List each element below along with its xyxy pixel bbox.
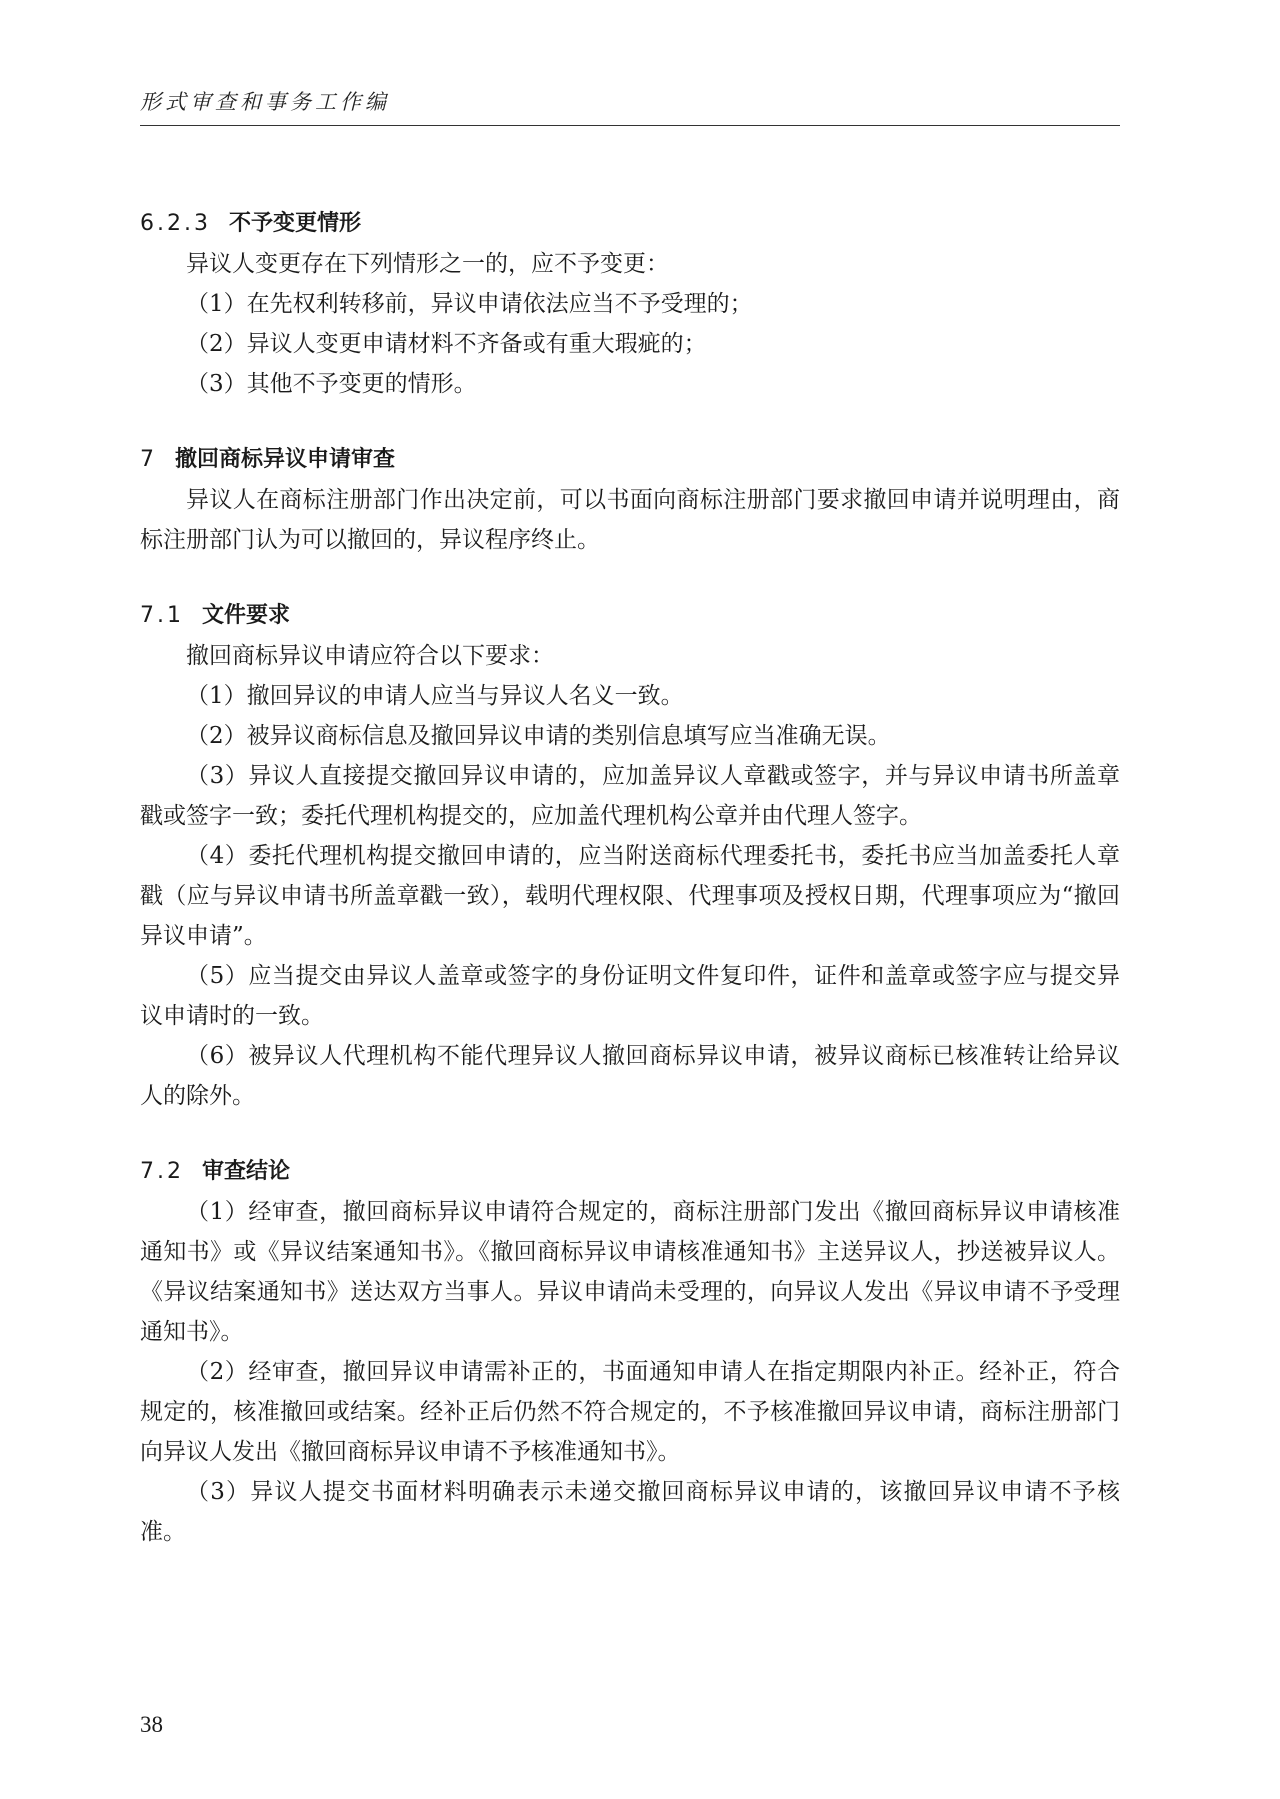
paragraph: 异议人在商标注册部门作出决定前，可以书面向商标注册部门要求撤回申请并说明理由，商标注册部门认为可以撤回的，异议程序终止。 (140, 487, 1120, 553)
section-gap (140, 404, 1120, 440)
paragraph: （1）撤回异议的申请人应当与异议人名义一致。 (186, 683, 684, 709)
running-header: 形式审查和事务工作编 (140, 90, 390, 114)
paragraph: （1）经审查，撤回商标异议申请符合规定的，商标注册部门发出《撤回商标异议申请核准通知书》或《异议结案通知书》。《撤回商标异议申请核准通知书》主送异议人，抄送被异议人。《异议结案通知书》送达双方当事人。异议申请尚未受理的，向异议人发出《异议申请不予受理通知书》。 (140, 1199, 1120, 1345)
section-heading (140, 204, 1120, 244)
paragraph: （6）被异议人代理机构不能代理异议人撤回商标异议申请，被异议商标已核准转让给异议人的除外。 (140, 1043, 1120, 1109)
section-6-2-3 (140, 204, 1120, 404)
section-heading (140, 596, 1120, 636)
header-rule (140, 125, 1120, 126)
section-7-1 (140, 596, 1120, 1116)
paragraph: 撤回商标异议申请应符合以下要求： (186, 643, 554, 669)
paragraph: （3）其他不予变更的情形。 (186, 371, 477, 397)
section-7 (140, 440, 1120, 560)
page-number: 38 (140, 1712, 163, 1737)
section-heading (140, 440, 1120, 480)
section-title: 文件要求 (202, 603, 291, 628)
paragraph: （1）在先权利转移前，异议申请依法应当不予受理的； (186, 291, 753, 317)
page-body (140, 204, 1120, 1552)
section-gap (140, 1116, 1120, 1152)
paragraph: （5）应当提交由异议人盖章或签字的身份证明文件复印件，证件和盖章或签字应与提交异议申请时的一致。 (140, 963, 1120, 1029)
section-7-2 (140, 1152, 1120, 1552)
paragraph: 异议人变更存在下列情形之一的，应不予变更： (186, 251, 669, 277)
section-gap (140, 560, 1120, 596)
section-title: 不予变更情形 (228, 211, 361, 236)
paragraph: （2）经审查，撤回异议申请需补正的，书面通知申请人在指定期限内补正。经补正，符合规定的，核准撤回或结案。经补正后仍然不符合规定的，不予核准撤回异议申请，商标注册部门向异议人发出《撤回商标异议申请不予核准通知书》。 (140, 1359, 1120, 1465)
section-number: 6.2.3 (140, 211, 211, 236)
paragraph: （2）异议人变更申请材料不齐备或有重大瑕疵的； (186, 331, 707, 357)
paragraph: （3）异议人提交书面材料明确表示未递交撤回商标异议申请的，该撤回异议申请不予核准。 (140, 1479, 1120, 1545)
section-number: 7.1 (140, 603, 184, 628)
section-title: 撤回商标异议申请审查 (175, 447, 396, 472)
section-title: 审查结论 (202, 1159, 291, 1184)
paragraph: （3）异议人直接提交撤回异议申请的，应加盖异议人章戳或签字，并与异议申请书所盖章戳或签字一致；委托代理机构提交的，应加盖代理机构公章并由代理人签字。 (140, 763, 1120, 829)
section-heading (140, 1152, 1120, 1192)
paragraph: （4）委托代理机构提交撤回申请的，应当附送商标代理委托书，委托书应当加盖委托人章戳（应与异议申请书所盖章戳一致），载明代理权限、代理事项及授权日期，代理事项应为“撤回异议申请”。 (140, 843, 1120, 949)
section-number: 7 (140, 447, 157, 472)
section-number: 7.2 (140, 1159, 184, 1184)
paragraph: （2）被异议商标信息及撤回异议申请的类别信息填写应当准确无误。 (186, 723, 891, 749)
